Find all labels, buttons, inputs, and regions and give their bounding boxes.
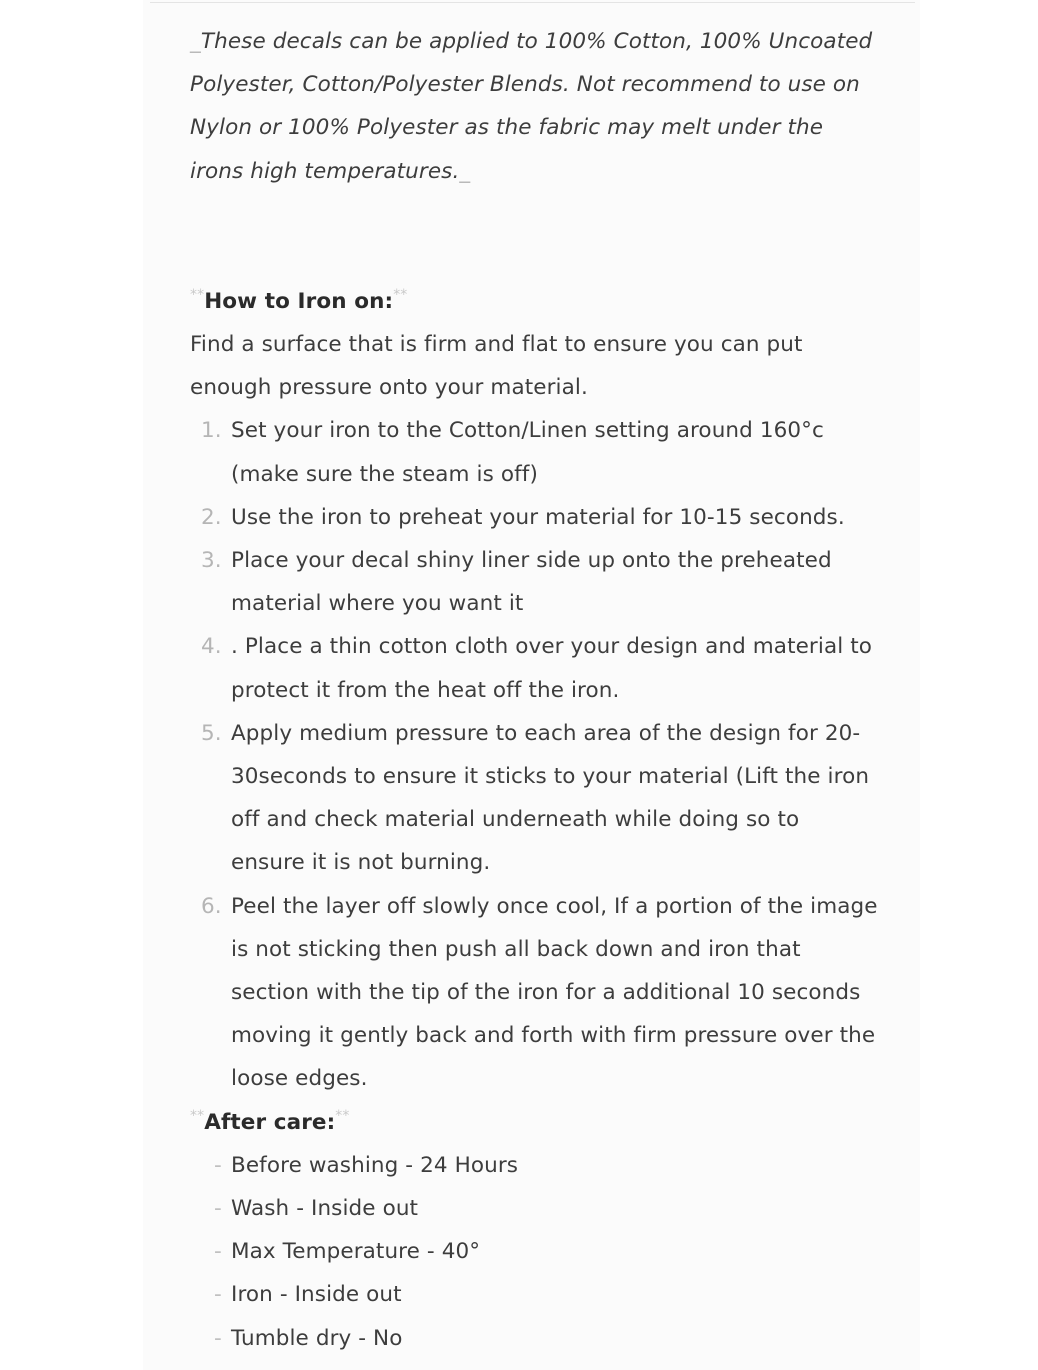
care-item-text: Iron - Inside out [231, 1282, 402, 1308]
list-item [190, 496, 880, 539]
step-text: Place your decal shiny liner side up onto the preheated material where you want it [231, 548, 832, 617]
list-dash: - [214, 1152, 222, 1178]
care-item-text: Tumble dry - No [231, 1325, 403, 1351]
after-care-section [190, 1101, 880, 1360]
fabric-note-text: These decals can be applied to 100% Cotton, 100% Uncoated Polyester, Cotton/Polyester Blends. Not recommend to use on Nylon or 100% Polyester as the fabric may melt under the irons high temperatures. [190, 29, 873, 184]
surface-instructions: Find a surface that is firm and flat to ensure you can put enough pressure onto your material. [190, 332, 803, 401]
step-number: 2. [201, 504, 222, 530]
list-dash: - [214, 1282, 222, 1308]
after-care-title: After care: [204, 1109, 336, 1135]
how-to-iron-section [190, 280, 880, 1101]
care-item-text: Wash - Inside out [231, 1196, 419, 1222]
step-text: . Place a thin cotton cloth over your design and material to protect it from the heat off the iron. [231, 634, 873, 703]
step-text: Use the iron to preheat your material for 10-15 seconds. [231, 504, 845, 530]
how-to-iron-heading [190, 280, 880, 323]
list-item [190, 409, 880, 495]
care-item-text: Max Temperature - 40° [231, 1239, 481, 1265]
step-text: Apply medium pressure to each area of the design for 20-30seconds to ensure it sticks to your material (Lift the iron off and check material underneath while doing so to ensure it is not burning. [231, 720, 870, 876]
list-item [190, 539, 880, 625]
step-number: 1. [201, 418, 222, 444]
list-dash: - [214, 1239, 222, 1265]
step-number: 6. [201, 893, 222, 919]
list-item [190, 885, 880, 1101]
bold-open-mark: ** [190, 1107, 205, 1124]
product-description [190, 20, 880, 1360]
step-text: Peel the layer off slowly once cool, If a portion of the image is not sticking then push all back down and iron that section with the tip of the iron for a additional 10 seconds moving it gently back and forth with firm pressure over the loose edges. [231, 893, 878, 1092]
list-item [190, 712, 880, 885]
list-item [190, 1317, 880, 1360]
bold-close-mark: ** [393, 286, 408, 303]
list-dash: - [214, 1325, 222, 1351]
italic-close-mark: _ [459, 158, 471, 184]
care-item-text: Before washing - 24 Hours [231, 1152, 519, 1178]
list-item [190, 625, 880, 711]
step-number: 3. [201, 548, 222, 574]
step-number: 4. [201, 634, 222, 660]
fabric-compatibility-note [190, 20, 880, 193]
bold-open-mark: ** [190, 286, 205, 303]
list-item [190, 1273, 880, 1316]
step-text: Set your iron to the Cotton/Linen setting around 160°c (make sure the steam is off) [231, 418, 824, 487]
step-number: 5. [201, 720, 222, 746]
bold-close-mark: ** [335, 1107, 350, 1124]
list-item [190, 1144, 880, 1187]
list-item [190, 1187, 880, 1230]
after-care-heading [190, 1101, 880, 1144]
after-care-list [190, 1144, 880, 1360]
list-item [190, 1230, 880, 1273]
ironing-steps-list [190, 409, 880, 1100]
top-divider [150, 2, 915, 3]
list-dash: - [214, 1196, 222, 1222]
italic-open-mark: _ [190, 29, 201, 54]
how-to-iron-title: How to Iron on: [204, 288, 394, 314]
